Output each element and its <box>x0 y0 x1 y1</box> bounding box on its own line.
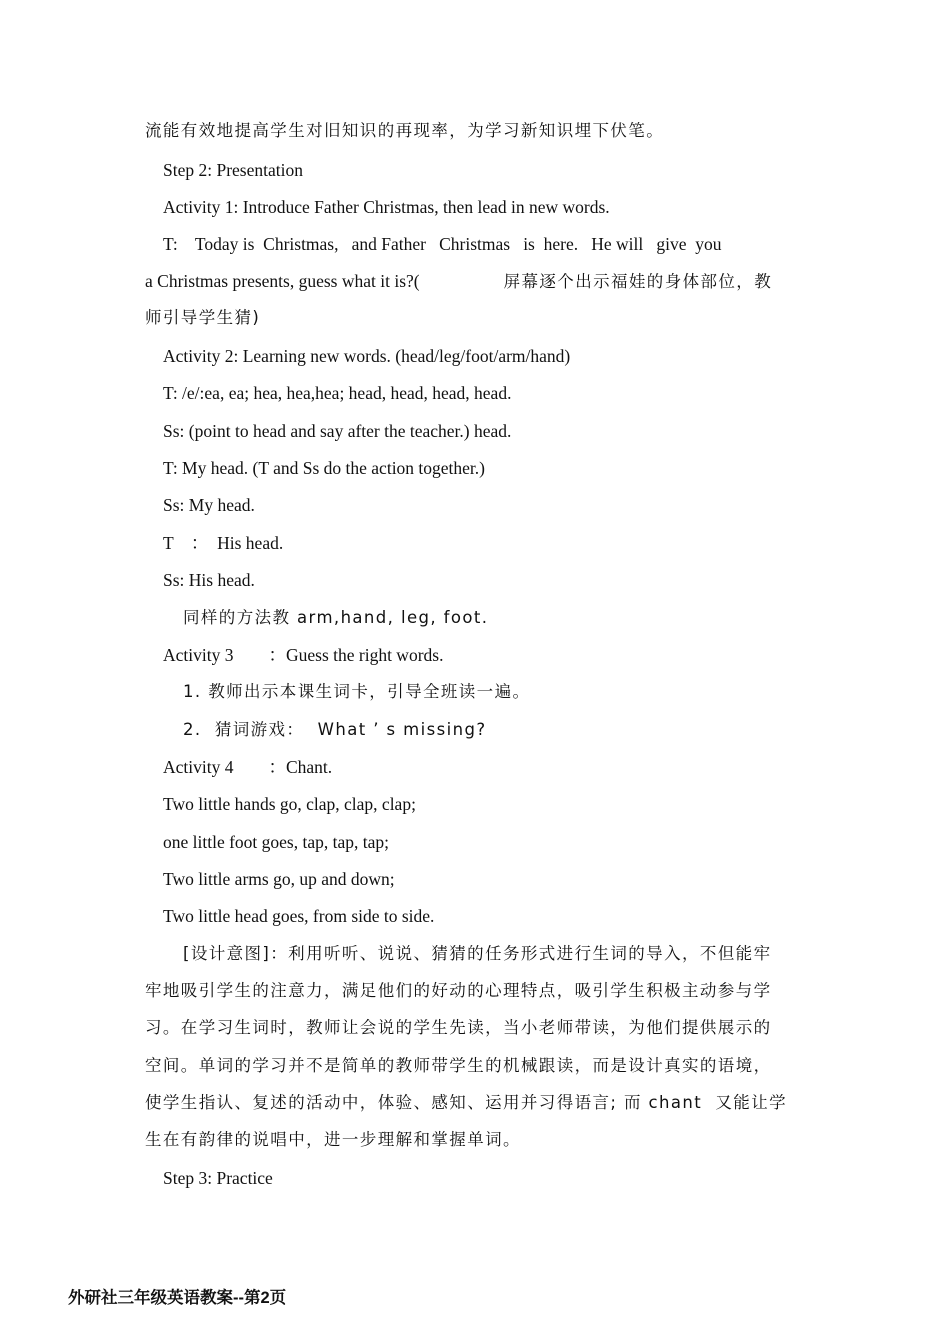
paragraph-line: 师引导学生猜) <box>145 308 261 327</box>
activity-3-heading: Activity 3 ：Guess the right words. <box>163 645 444 665</box>
design-intent-line: 使学生指认、复述的活动中，体验、感知、运用并习得语言; 而 chant 又能让学 <box>145 1093 788 1112</box>
dialogue-line: T: My head. (T and Ss do the action together.) <box>163 458 485 478</box>
design-intent-line: 习。在学习生词时，教师让会说的学生先读，当小老师带读，为他们提供展示的 <box>145 1018 772 1037</box>
design-intent-line: 生在有韵律的说唱中，进一步理解和掌握单词。 <box>145 1130 521 1149</box>
chant-line: Two little arms go, up and down; <box>163 869 395 889</box>
chant-line: Two little head goes, from side to side. <box>163 906 435 926</box>
activity-1-heading: Activity 1: Introduce Father Christmas, then lead in new words. <box>163 197 610 217</box>
design-intent-line: [设计意图]：利用听听、说说、猜猜的任务形式进行生词的导入，不但能牢 <box>183 944 772 963</box>
chant-line: Two little hands go, clap, clap, clap; <box>163 794 416 814</box>
dialogue-line: T: /e/:ea, ea; hea, hea,hea; head, head, head, head. <box>163 383 512 403</box>
instruction-line: 同样的方法教 arm,hand, leg, foot. <box>183 608 489 627</box>
step-2-heading: Step 2: Presentation <box>163 160 303 180</box>
dialogue-line: Ss: (point to head and say after the teacher.) head. <box>163 421 512 441</box>
paragraph-line <box>145 268 805 295</box>
activity-4-heading: Activity 4 ：Chant. <box>163 757 333 777</box>
dialogue-line: Ss: His head. <box>163 570 255 590</box>
paragraph-line-english: a Christmas presents, guess what it is?( <box>145 271 420 291</box>
list-item: 1. 教师出示本课生词卡，引导全班读一遍。 <box>183 682 531 701</box>
paragraph-line-chinese: 屏幕逐个出示福娃的身体部位，教 <box>503 272 773 291</box>
activity-2-heading: Activity 2: Learning new words. (head/leg/foot/arm/hand) <box>163 346 571 366</box>
page-footer: 外研社三年级英语教案--第2页 <box>68 1289 287 1307</box>
dialogue-line: Ss: My head. <box>163 495 255 515</box>
step-3-heading: Step 3: Practice <box>163 1168 273 1188</box>
dialogue-line: T ： His head. <box>163 533 284 553</box>
design-intent-line: 空间。单词的学习并不是简单的教师带学生的机械跟读，而是设计真实的语境， <box>145 1056 772 1075</box>
design-intent-line: 牢地吸引学生的注意力，满足他们的好动的心理特点，吸引学生积极主动参与学 <box>145 981 772 1000</box>
paragraph-line: 流能有效地提高学生对旧知识的再现率，为学习新知识埋下伏笔。 <box>145 121 665 140</box>
chant-line: one little foot goes, tap, tap, tap; <box>163 832 389 852</box>
list-item: 2. 猜词游戏： What ’ s missing? <box>183 720 487 739</box>
paragraph-line: T: Today is Christmas, and Father Christmas is here. He will give you <box>163 234 722 254</box>
